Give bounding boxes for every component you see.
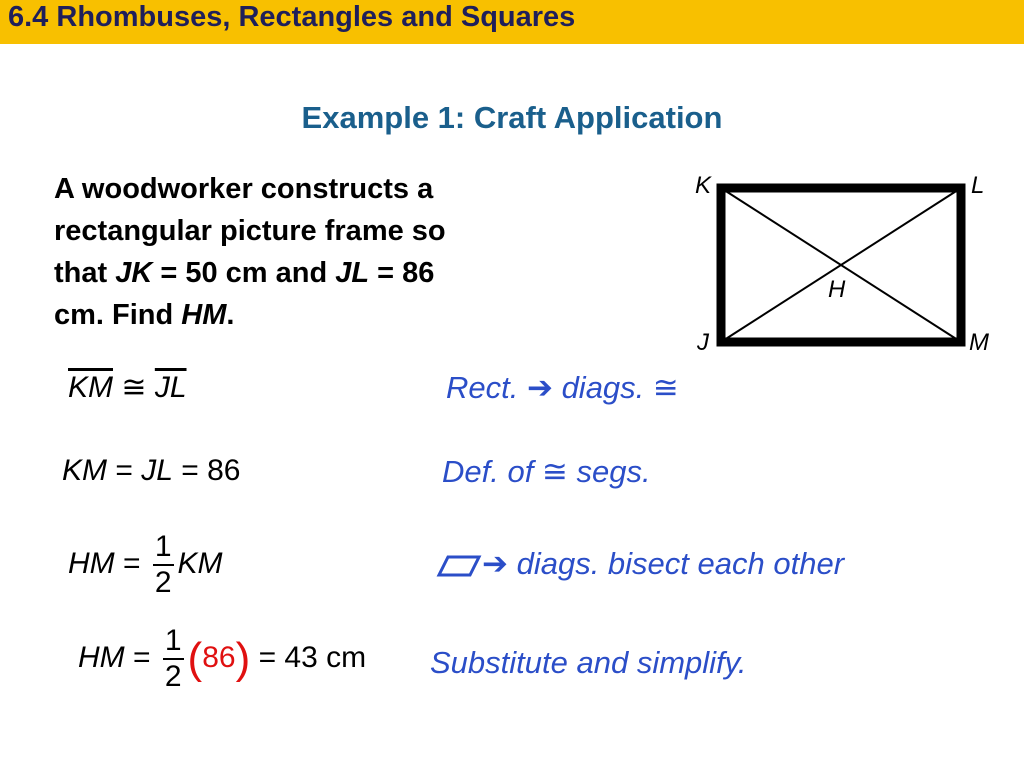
reason-text: segs. — [567, 454, 651, 489]
equals-sign: = — [107, 454, 142, 487]
step-2-reason — [442, 454, 651, 490]
right-paren: ) — [235, 634, 251, 683]
intersection-label-h: H — [828, 276, 846, 303]
segment-hm: HM — [78, 640, 125, 674]
congruent-symbol: ≅ — [121, 371, 147, 404]
arrow-icon: ➔ — [526, 370, 553, 405]
fraction-one-half — [163, 624, 184, 694]
vertex-label-l: L — [971, 172, 985, 199]
problem-line-3 — [54, 252, 634, 294]
vertex-label-k: K — [695, 172, 712, 199]
left-paren: ( — [187, 634, 203, 683]
problem-text: = 50 cm and — [152, 257, 336, 289]
vertex-label-m: M — [969, 329, 989, 356]
reason-text: Def. of — [442, 454, 542, 489]
value-text: = 86 — [172, 454, 241, 487]
result-text: = 43 cm — [250, 640, 367, 674]
problem-text: that — [54, 257, 116, 289]
parallelogram-icon — [436, 553, 482, 579]
segment-km: KM — [62, 454, 107, 487]
segment-jl: JL — [141, 454, 173, 487]
step-4-statement — [78, 624, 366, 694]
reason-text: diags. bisect each other — [507, 546, 845, 581]
fraction-denominator: 2 — [154, 566, 172, 599]
segment-hm: HM — [181, 299, 227, 331]
reason-text: diags. — [552, 370, 653, 405]
problem-text: cm. Find — [54, 299, 182, 331]
step-1-statement — [68, 370, 187, 405]
problem-statement — [54, 168, 634, 336]
fraction-numerator: 1 — [163, 624, 184, 660]
equals-sign: = — [114, 546, 149, 580]
title-bar — [0, 0, 1024, 44]
segment-km: $\overline{KM}$ — [68, 371, 113, 404]
congruent-symbol: ≅ — [541, 454, 568, 489]
slide-title: 6.4 Rhombuses, Rectangles and Squares — [8, 1, 576, 33]
problem-line-4 — [54, 294, 634, 336]
reason-text: Rect. — [446, 370, 527, 405]
segment-km: KM — [177, 546, 223, 580]
example-heading: Example 1: Craft Application — [301, 100, 723, 135]
vertex-label-j: J — [697, 329, 709, 356]
segment-jl: $\overline{JL}$ — [154, 371, 187, 404]
rectangle-diagram — [688, 170, 1008, 360]
fraction-denominator: 2 — [164, 660, 182, 693]
fraction-numerator: 1 — [153, 530, 174, 566]
problem-text: . — [226, 299, 235, 331]
congruent-symbol: ≅ — [652, 370, 679, 405]
step-2-statement — [62, 454, 240, 488]
problem-text: = 86 — [369, 257, 435, 289]
equals-sign: = — [124, 640, 159, 674]
step-3-statement — [68, 530, 223, 600]
substituted-value: 86 — [202, 640, 236, 674]
segment-jl: JL — [335, 257, 370, 289]
step-3-reason — [436, 546, 844, 582]
step-4-reason: Substitute and simplify. — [430, 645, 747, 680]
arrow-icon: ➔ — [482, 546, 508, 581]
fraction-one-half — [153, 530, 174, 600]
segment-hm: HM — [68, 546, 115, 580]
segment-jk: JK — [115, 257, 153, 289]
problem-line-1: A woodworker constructs a — [54, 173, 434, 205]
problem-line-2: rectangular picture frame so — [54, 215, 446, 247]
step-1-reason — [446, 370, 679, 406]
